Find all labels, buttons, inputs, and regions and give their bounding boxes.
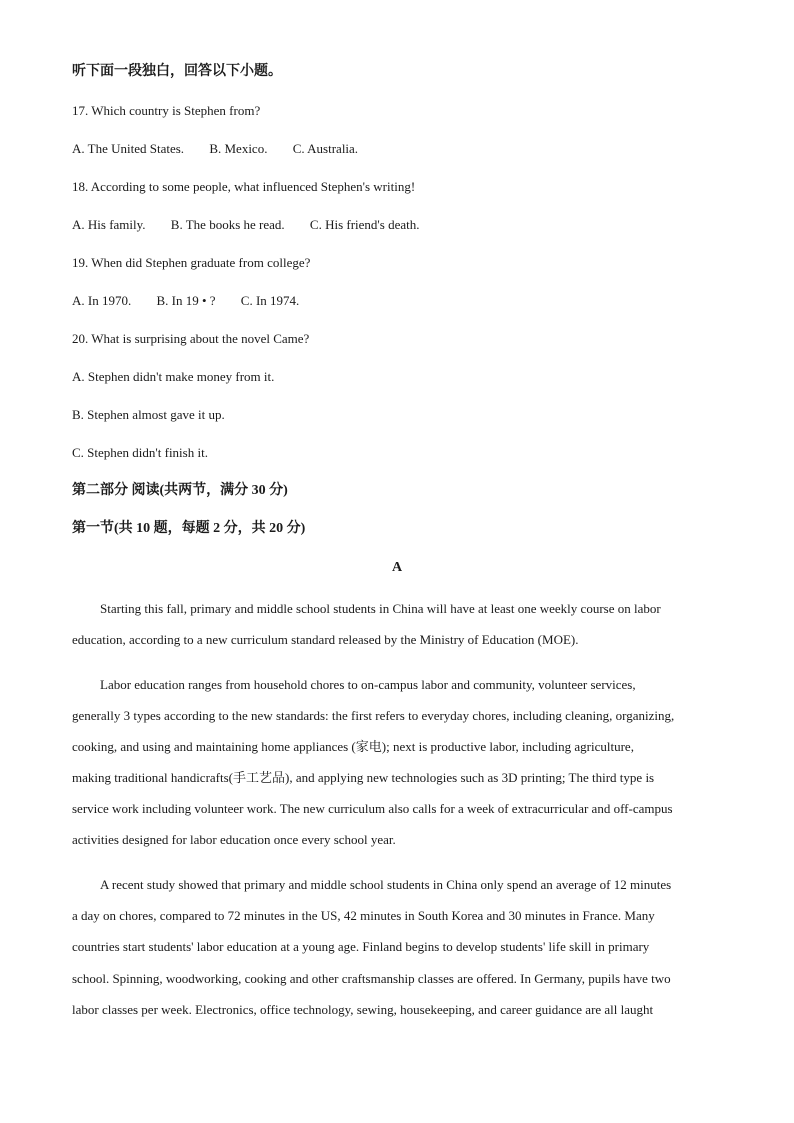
paragraph-line: school. Spinning, woodworking, cooking and other craftsmanship classes are offered. In Germany, pupils have two bbox=[72, 971, 671, 986]
paragraph-line: making traditional handicrafts(手工艺品), and applying new technologies such as 3D printing; The third type is bbox=[72, 770, 655, 785]
q19-option-c: C. In 1974. bbox=[240, 293, 300, 308]
paragraph-line: A recent study showed that primary and middle school students in China only spend an average of 12 minutes bbox=[100, 877, 672, 892]
paragraph-line: service work including volunteer work. The new curriculum also calls for a week of extracurricular and off-campus bbox=[72, 801, 673, 816]
part-two-heading: 第二部分 阅读(共两节，满分 30 分) bbox=[72, 483, 288, 498]
question-17-stem: 17. Which country is Stephen from? bbox=[72, 103, 261, 118]
paragraph-line: activities designed for labor education once every school year. bbox=[72, 832, 396, 847]
q17-option-a: A. The United States. bbox=[72, 141, 185, 156]
q17-option-b: B. Mexico. bbox=[209, 141, 268, 156]
q20-option-c: C. Stephen didn't finish it. bbox=[72, 445, 208, 460]
paragraph-line: generally 3 types according to the new standards: the first refers to everyday chores, including cleaning, organizing, bbox=[72, 708, 675, 723]
paragraph-line: a day on chores, compared to 72 minutes in the US, 42 minutes in South Korea and 30 minutes in France. Many bbox=[72, 908, 655, 923]
question-17-options bbox=[72, 141, 380, 157]
q17-option-c: C. Australia. bbox=[292, 141, 359, 156]
paragraph-line: countries start students' labor education at a young age. Finland begins to develop students' life skill in primary bbox=[72, 939, 650, 954]
section-one-heading: 第一节(共 10 题，每题 2 分，共 20 分) bbox=[72, 521, 306, 536]
paragraph-line: education, according to a new curriculum standard released by the Ministry of Education (MOE). bbox=[72, 632, 579, 647]
question-19-options bbox=[72, 293, 321, 309]
listening-heading: 听下面一段独白，回答以下小题。 bbox=[72, 64, 282, 79]
q20-option-b: B. Stephen almost gave it up. bbox=[72, 407, 225, 422]
question-19-stem: 19. When did Stephen graduate from college? bbox=[72, 255, 311, 270]
passage-label: A bbox=[391, 560, 403, 575]
paragraph-line: Labor education ranges from household chores to on-campus labor and community, volunteer services, bbox=[100, 677, 636, 692]
q19-option-a: A. In 1970. bbox=[72, 293, 132, 308]
q18-option-a: A. His family. bbox=[72, 217, 146, 232]
question-20-stem: 20. What is surprising about the novel Came? bbox=[72, 331, 310, 346]
paragraph-line: Starting this fall, primary and middle school students in China will have at least one weekly course on labor bbox=[100, 601, 661, 616]
q19-option-b: B. In 19 • ? bbox=[156, 293, 216, 308]
paragraph-line: labor classes per week. Electronics, office technology, sewing, housekeeping, and career guidance are all laught bbox=[72, 1002, 654, 1017]
q20-option-a: A. Stephen didn't make money from it. bbox=[72, 369, 275, 384]
q18-option-c: C. His friend's death. bbox=[309, 217, 420, 232]
question-18-stem: 18. According to some people, what influenced Stephen's writing! bbox=[72, 179, 416, 194]
paragraph-line: cooking, and using and maintaining home appliances (家电); next is productive labor, including agriculture, bbox=[72, 739, 634, 754]
q18-option-b: B. The books he read. bbox=[170, 217, 285, 232]
question-18-options bbox=[72, 217, 441, 233]
